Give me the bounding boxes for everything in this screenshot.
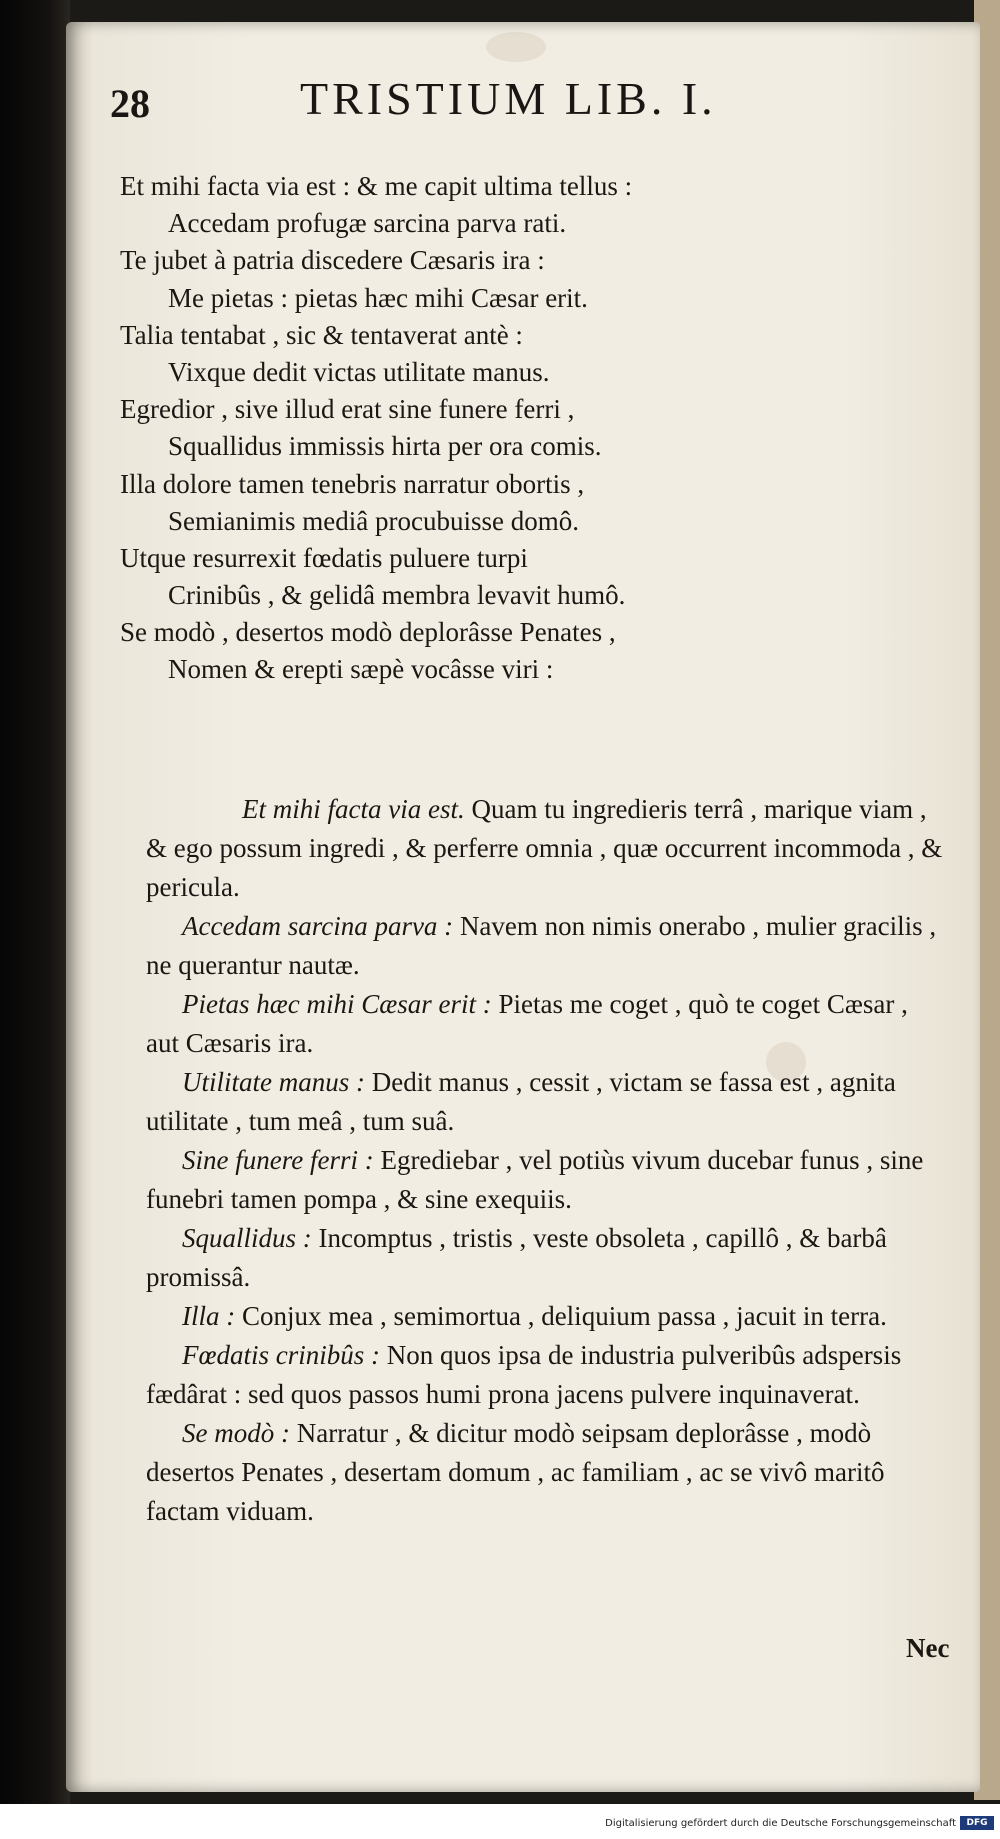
commentary-text: Navem non nimis onerabo , mulier gracilis , ne querantur nautæ. [146, 911, 937, 980]
commentary-lemma: Pietas hæc mihi Cæsar erit : [182, 989, 492, 1019]
commentary-block [146, 790, 946, 1531]
verse-line: Semianimis mediâ procubuisse domô. [168, 505, 579, 536]
commentary-entry [146, 1414, 946, 1531]
verse-line: Talia tentabat , sic & tentaverat antè : [120, 319, 523, 350]
verse-line: Vixque dedit victas utilitate manus. [168, 356, 550, 387]
commentary-entry [146, 1141, 946, 1219]
commentary-text: Non quos ipsa de industria pulveribûs adspersis fædârat : sed quos passos humi prona jacens pulvere inquinaverat. [146, 1340, 902, 1409]
commentary-lemma: Et mihi facta via est. [242, 794, 465, 824]
commentary-text: Conjux mea , semimortua , deliquium passa , jacuit in terra. [242, 1301, 887, 1331]
verse-line: Et mihi facta via est : & me capit ultima tellus : [120, 171, 633, 201]
verse-block [120, 168, 920, 689]
commentary-text: Egrediebar , vel potiùs vivum ducebar funus , sine funebri tamen pompa , & sine exequiis. [146, 1145, 924, 1214]
verse-line: Nomen & erepti sæpè vocâsse viri : [168, 654, 554, 685]
page-header [110, 70, 890, 140]
commentary-text: Dedit manus , cessit , victam se fassa est , agnita utilitate , tum meâ , tum suâ. [146, 1067, 896, 1136]
page-number: 28 [110, 81, 150, 126]
commentary-lemma: Fœdatis crinibûs : [182, 1340, 381, 1370]
verse-line: Squallidus immissis hirta per ora comis. [168, 431, 602, 462]
commentary-entry [146, 790, 946, 907]
verse-line: Illa dolore tamen tenebris narratur obortis , [120, 468, 585, 499]
verse-line: Utque resurrexit fœdatis puluere turpi [120, 542, 528, 573]
verse-line: Accedam profugæ sarcina parva rati. [168, 208, 567, 239]
commentary-lemma: Utilitate manus : [182, 1067, 365, 1097]
commentary-lemma: Se modò : [182, 1418, 290, 1448]
commentary-entry [146, 985, 946, 1063]
commentary-entry [146, 907, 946, 985]
commentary-entry [146, 1297, 946, 1336]
paper-stain [486, 32, 546, 62]
commentary-entry [146, 1336, 946, 1414]
verse-line: Egredior , sive illud erat sine funere ferri , [120, 394, 575, 425]
commentary-lemma: Squallidus : [182, 1223, 312, 1253]
verse-line: Se modò , desertos modò deplorâsse Penates , [120, 617, 616, 648]
commentary-text: Narratur , & dicitur modò seipsam deplorâsse , modò desertos Penates , desertam domum , ac familiam , ac se vivô maritô factam viduam. [146, 1418, 885, 1526]
verse-line: Me pietas : pietas hæc mihi Cæsar erit. [168, 282, 588, 313]
scan-background-left [0, 0, 70, 1839]
commentary-lemma: Accedam sarcina parva : [182, 911, 454, 941]
commentary-text: Pietas me coget , quò te coget Cæsar , aut Cæsaris ira. [146, 989, 908, 1058]
verse-line: Te jubet à patria discedere Cæsaris ira : [120, 245, 545, 276]
running-title: TRISTIUM LIB. I. [300, 73, 717, 124]
verse-line: Crinibûs , & gelidâ membra levavit humô. [168, 580, 626, 611]
catchword: Nec [906, 1633, 950, 1663]
dfg-logo: DFG [960, 1816, 994, 1830]
commentary-lemma: Illa : [182, 1301, 236, 1331]
commentary-entry [146, 1219, 946, 1297]
commentary-text: Incomptus , tristis , veste obsoleta , capillô , & barbâ promissâ. [146, 1223, 887, 1292]
digitization-credit: Digitalisierung gefördert durch die Deutsche Forschungsgemeinschaft [605, 1818, 956, 1829]
commentary-lemma: Sine funere ferri : [182, 1145, 374, 1175]
commentary-entry [146, 1063, 946, 1141]
commentary-text: Quam tu ingredieris terrâ , marique viam , & ego possum ingredi , & perferre omnia , quæ occurrent incommoda , & pericula. [146, 794, 943, 902]
